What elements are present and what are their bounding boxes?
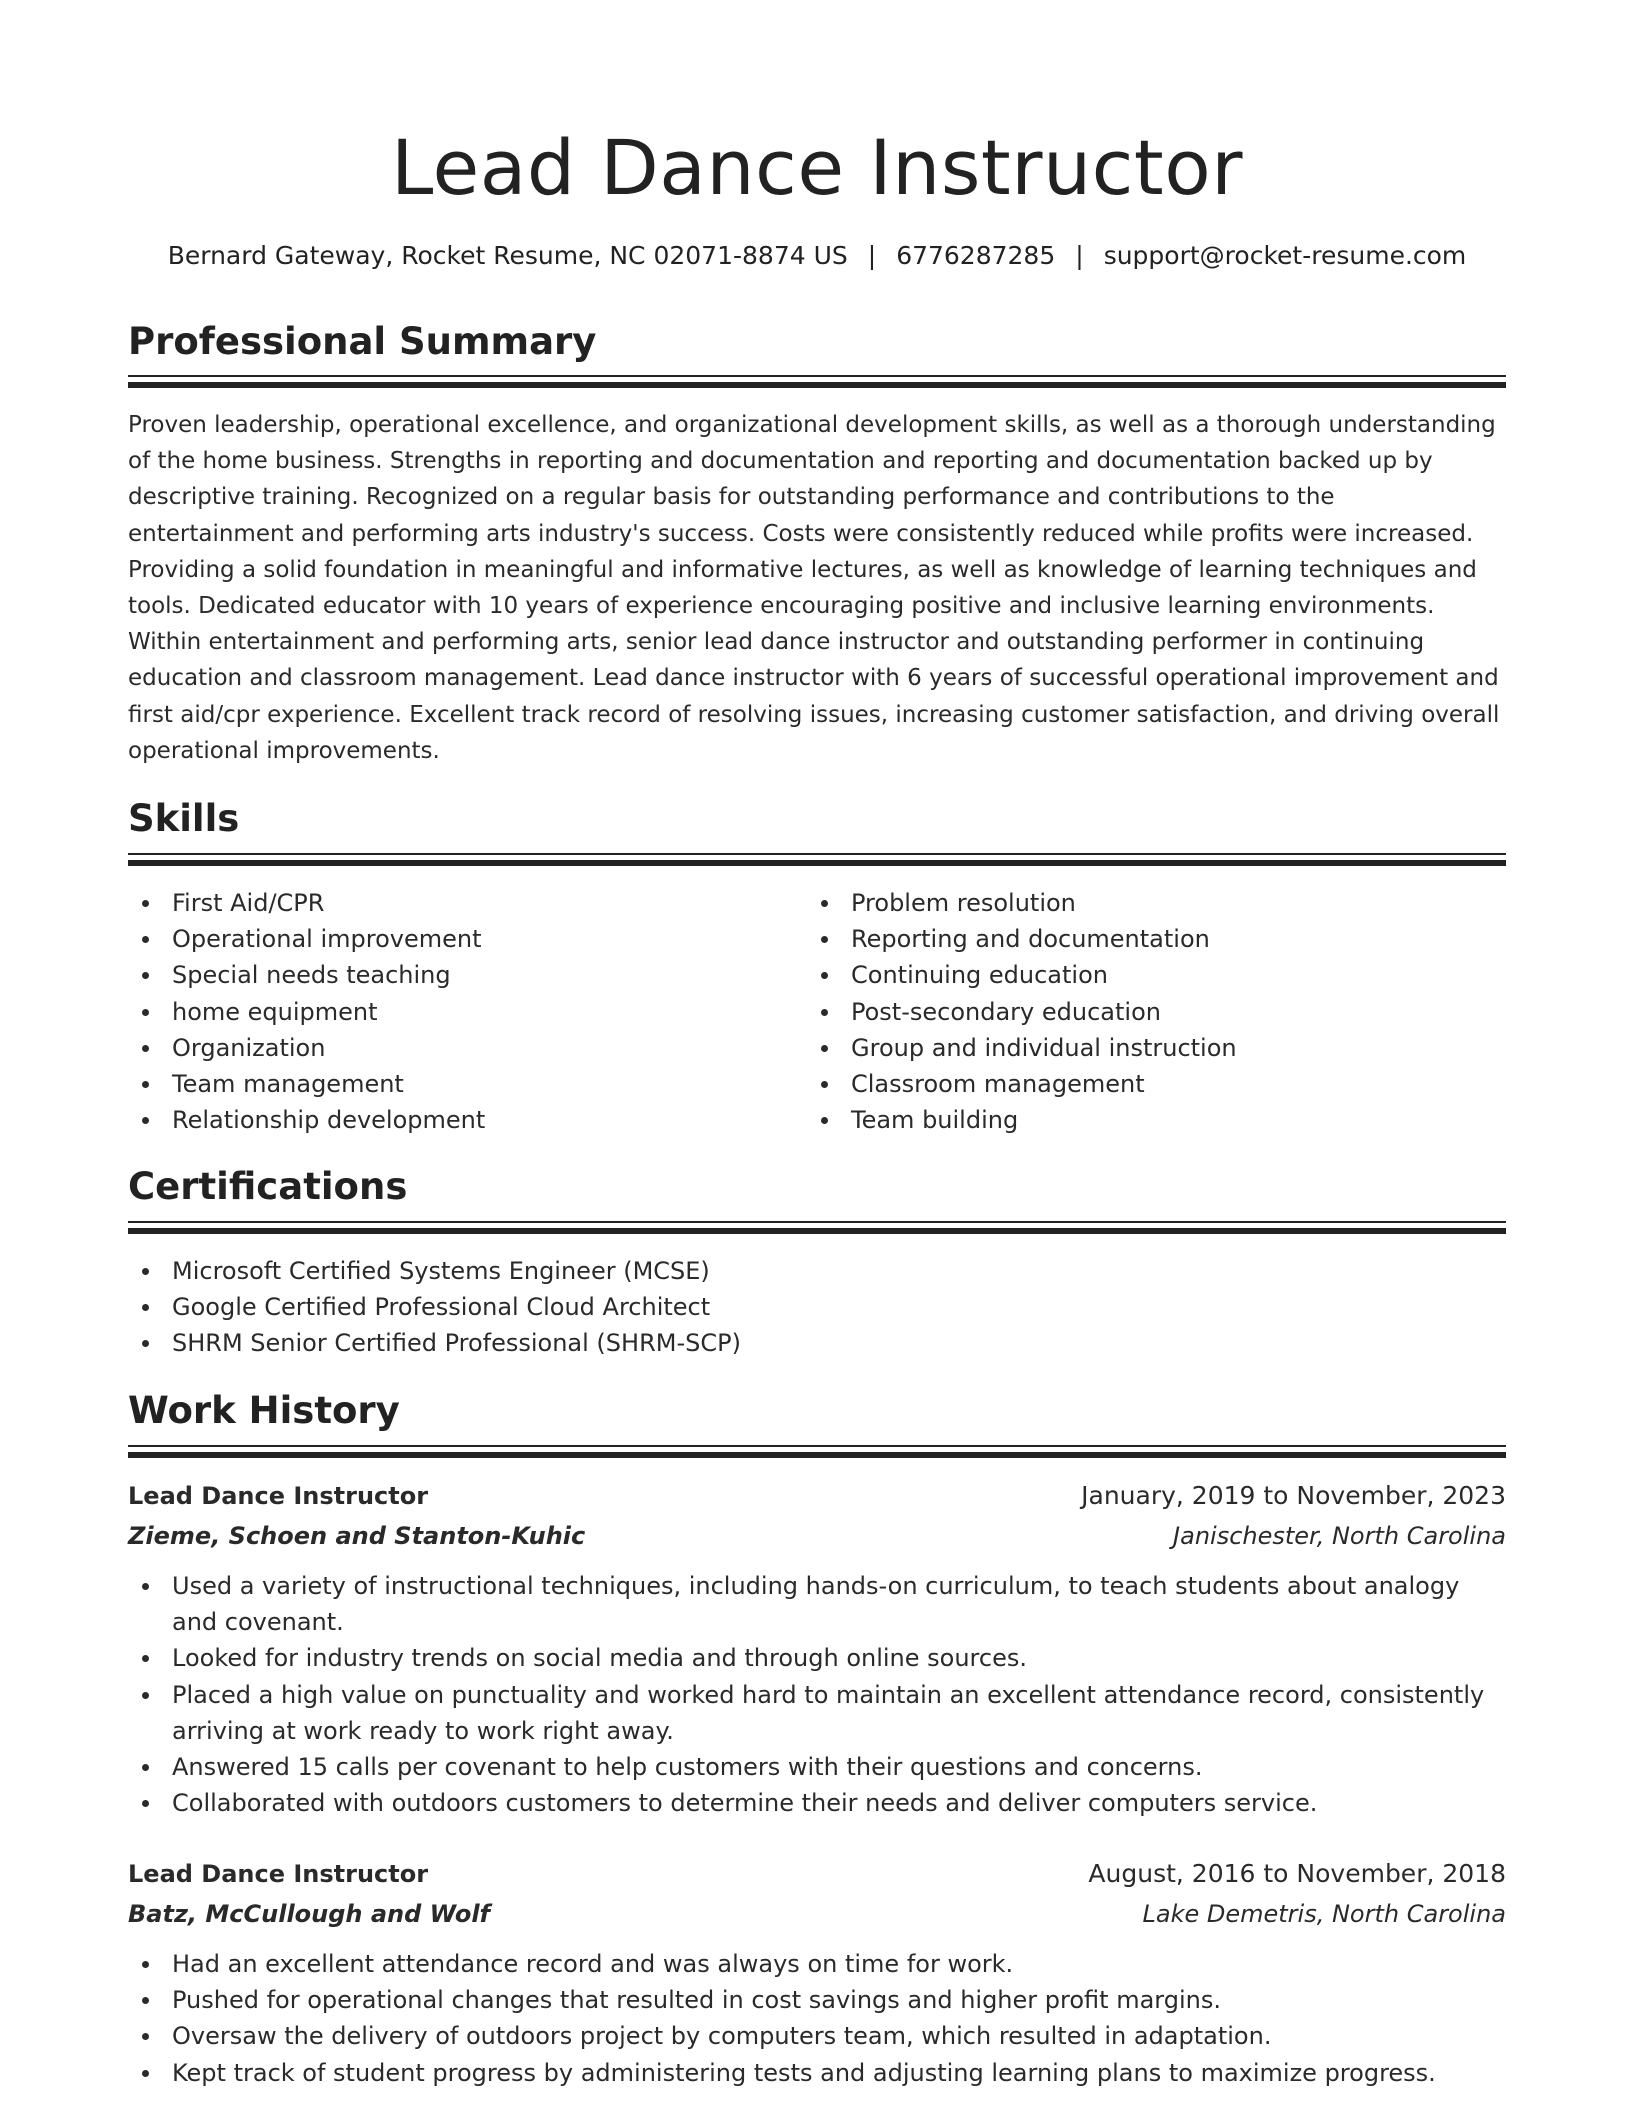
job-bullet: Collaborated with outdoors customers to determine their needs and deliver computers service. bbox=[128, 1785, 1506, 1821]
job-title: Lead Dance Instructor bbox=[128, 1860, 429, 1888]
skill-item: First Aid/CPR bbox=[128, 885, 808, 921]
job-dates: August, 2016 to November, 2018 bbox=[1088, 1859, 1506, 1888]
job-bullet: Had an excellent attendance record and was always on time for work. bbox=[128, 1946, 1506, 1982]
certification-item: Microsoft Certified Systems Engineer (MCSE) bbox=[128, 1253, 1506, 1289]
job-bullet-list bbox=[128, 1946, 1506, 2091]
job-bullet-list bbox=[128, 1568, 1506, 1821]
contact-email[interactable]: support@rocket-resume.com bbox=[1103, 241, 1467, 270]
certification-item: Google Certified Professional Cloud Architect bbox=[128, 1289, 1506, 1325]
job-dates: January, 2019 to November, 2023 bbox=[1081, 1481, 1506, 1510]
skill-item: Group and individual instruction bbox=[807, 1030, 1487, 1066]
job-location: Lake Demetris, North Carolina bbox=[1142, 1900, 1506, 1928]
job-header bbox=[128, 1854, 1506, 1934]
job-bullet: Used a variety of instructional techniques, including hands-on curriculum, to teach students about analogy and covenant. bbox=[128, 1568, 1506, 1640]
skill-item: Special needs teaching bbox=[128, 957, 808, 993]
resume-title: Lead Dance Instructor bbox=[391, 123, 1243, 212]
skill-item: Continuing education bbox=[807, 957, 1487, 993]
skill-item: home equipment bbox=[128, 994, 808, 1030]
skills-section bbox=[128, 795, 1506, 843]
certifications-list bbox=[128, 1253, 1506, 1362]
skill-item: Classroom management bbox=[807, 1066, 1487, 1102]
skills-column-left bbox=[128, 885, 808, 1138]
section-title-summary: Professional Summary bbox=[128, 320, 597, 363]
skill-item: Operational improvement bbox=[128, 921, 808, 957]
skills-column-right bbox=[807, 885, 1487, 1138]
section-title-skills: Skills bbox=[128, 797, 240, 840]
contact-phone: 6776287285 bbox=[896, 241, 1056, 270]
section-title-certifications: Certifications bbox=[128, 1165, 408, 1208]
job-bullet: Oversaw the delivery of outdoors project by computers team, which resulted in adaptation. bbox=[128, 2018, 1506, 2054]
section-title-work-history: Work History bbox=[128, 1389, 400, 1432]
contact-line bbox=[128, 236, 1506, 276]
certifications-section bbox=[128, 1163, 1506, 1211]
skills-list bbox=[128, 885, 1506, 1145]
job-bullet: Kept track of student progress by administering tests and adjusting learning plans to maximize progress. bbox=[128, 2055, 1506, 2091]
job-bullet: Placed a high value on punctuality and worked hard to maintain an excellent attendance record, consistently arriving at work ready to work right away. bbox=[128, 1677, 1506, 1749]
skill-item: Reporting and documentation bbox=[807, 921, 1487, 957]
job-location: Janischester, North Carolina bbox=[1173, 1522, 1506, 1550]
job-bullet: Answered 15 calls per covenant to help customers with their questions and concerns. bbox=[128, 1749, 1506, 1785]
contact-address: Bernard Gateway, Rocket Resume, NC 02071-8874 US bbox=[167, 241, 848, 270]
contact-separator: | bbox=[1075, 241, 1084, 270]
contact-separator: | bbox=[867, 241, 877, 270]
job-company: Batz, McCullough and Wolf bbox=[128, 1900, 490, 1928]
job-company: Zieme, Schoen and Stanton-Kuhic bbox=[128, 1522, 586, 1550]
skill-item: Relationship development bbox=[128, 1102, 808, 1138]
skill-item: Team building bbox=[807, 1102, 1487, 1138]
summary-section bbox=[128, 318, 1506, 366]
work-history-section bbox=[128, 1387, 1506, 1435]
job-header bbox=[128, 1476, 1506, 1556]
skill-item: Post-secondary education bbox=[807, 994, 1487, 1030]
certification-item: SHRM Senior Certified Professional (SHRM-SCP) bbox=[128, 1325, 1506, 1361]
skill-item: Team management bbox=[128, 1066, 808, 1102]
summary-paragraph: Proven leadership, operational excellence, and organizational development skills, as well as a thorough understanding of the home business. Strengths in reporting and documentation and reporting and documentation backed up by descriptive training. Recognized on a regular basis for outstanding performance and contributions to the entertainment and performing arts industry's success. Costs were consistently reduced while profits were increased. Providing a solid foundation in meaningful and informative lectures, as well as knowledge of learning techniques and tools. Dedicated educator with 10 years of experience encouraging positive and inclusive learning environments. Within entertainment and performing arts, senior lead dance instructor and outstanding performer in continuing education and classroom management. Lead dance instructor with 6 years of successful operational improvement and first aid/cpr experience. Excellent track record of resolving issues, increasing customer satisfaction, and driving overall operational improvements. bbox=[128, 412, 1500, 764]
job-bullet: Looked for industry trends on social media and through online sources. bbox=[128, 1640, 1506, 1676]
skill-item: Organization bbox=[128, 1030, 808, 1066]
job-bullet: Pushed for operational changes that resulted in cost savings and higher profit margins. bbox=[128, 1982, 1506, 2018]
job-title: Lead Dance Instructor bbox=[128, 1482, 429, 1510]
skill-item: Problem resolution bbox=[807, 885, 1487, 921]
